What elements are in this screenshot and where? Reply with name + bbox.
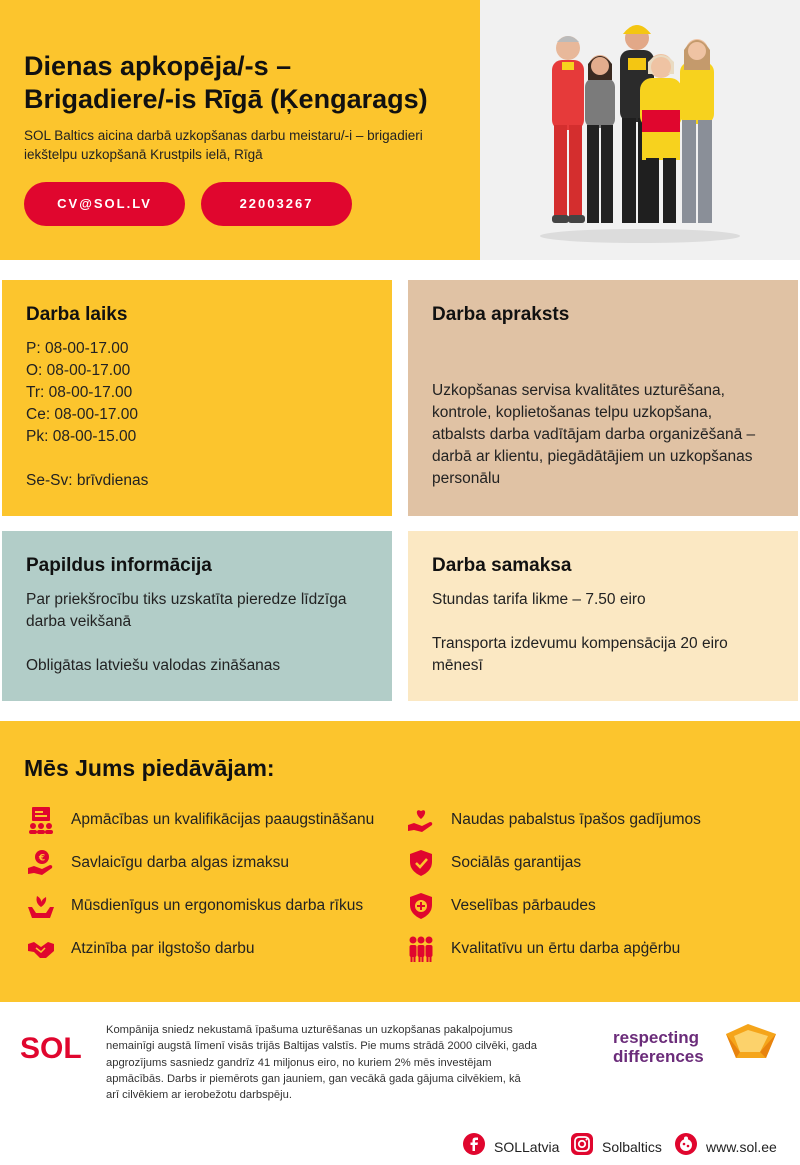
additional-info-box	[2, 531, 392, 701]
offer-label: Veselības pārbaudes	[451, 897, 596, 914]
social-facebook[interactable]	[462, 1132, 559, 1161]
subtitle-line-1: SOL Baltics aicina darbā uzkopšanas darbu meistaru/-i – brigadieri	[24, 128, 423, 143]
offer-item	[404, 846, 581, 880]
facebook-icon	[462, 1132, 486, 1161]
offer-item	[404, 932, 680, 966]
job-description-box	[408, 280, 798, 516]
team-photo	[480, 0, 800, 260]
heart-hand-icon	[404, 803, 438, 837]
hours-line: Tr: 08-00-17.00	[26, 384, 133, 401]
weekend-line: Se-Sv: brīvdienas	[26, 472, 149, 489]
plant-hand-icon	[24, 889, 58, 923]
info-line: Par priekšrocību tiks uzskatīta pieredze līdzīga	[26, 591, 347, 608]
working-hours-box	[2, 280, 392, 516]
respecting-differences-logo	[613, 1028, 704, 1066]
description-line: Uzkopšanas servisa kvalitātes uzturēšana,	[432, 382, 725, 399]
euro-hand-icon	[24, 846, 58, 880]
additional-info-title: Papildus informācija	[26, 555, 212, 576]
team-photo-illustration	[480, 0, 800, 260]
offer-label: Mūsdienīgus un ergonomiskus darba rīkus	[71, 897, 364, 914]
offer-item	[24, 803, 374, 837]
phone-button[interactable]: 22003267	[201, 182, 352, 226]
page-title	[24, 50, 456, 116]
header	[0, 0, 800, 260]
social-label: www.sol.ee	[706, 1138, 777, 1155]
transport-line: Transporta izdevumu kompensācija 20 eiro	[432, 635, 728, 652]
handshake-icon	[24, 932, 58, 966]
footer	[0, 1002, 800, 1165]
description-line: kontrole, koplietošanas telpu uzkopšana,	[432, 404, 713, 421]
salary-text	[432, 589, 774, 677]
transport-line: mēnesī	[432, 657, 483, 674]
description-line: Kompānija sniedz nekustamā īpašuma uzturēšanas un uzkopšanas pakalpojumus	[106, 1024, 513, 1036]
title-line-1: Dienas apkopēja/-s –	[24, 51, 292, 81]
offer-label: Savlaicīgu darba algas izmaksu	[71, 854, 289, 871]
offer-label: Atzinība par ilgstošo darbu	[71, 940, 255, 957]
training-icon	[24, 803, 58, 837]
team-icon	[404, 932, 438, 966]
social-instagram[interactable]	[570, 1132, 662, 1161]
instagram-icon	[570, 1132, 594, 1161]
subtitle	[24, 126, 456, 164]
offer-item	[404, 889, 596, 923]
job-description-text	[432, 380, 774, 490]
shield-plus-icon	[404, 889, 438, 923]
shield-check-icon	[404, 846, 438, 880]
description-line: apgrozījums sasniedz gandrīz 41 miljonus eiro, no kuriem 2% mēs investējam	[106, 1056, 492, 1069]
header-panel	[0, 0, 480, 260]
offer-label: Sociālās garantijas	[451, 854, 582, 871]
description-line: apmācībās. Darbs ir piemērots gan jauniem, gan vecākā gada gājuma cilvēkiem, kā	[106, 1072, 521, 1085]
contact-buttons	[24, 182, 456, 226]
offer-label: Kvalitatīvu un ērtu darba apģērbu	[451, 940, 681, 957]
language-note: Obligātas latviešu valodas zināšanas	[26, 657, 281, 674]
hours-line: Pk: 08-00-15.00	[26, 428, 137, 445]
working-hours-title: Darba laiks	[26, 304, 128, 325]
hours-line: P: 08-00-17.00	[26, 340, 129, 357]
job-description-title: Darba apraksts	[432, 304, 570, 325]
offer-item	[24, 932, 255, 966]
info-line: darba veikšanā	[26, 613, 132, 630]
hours-line: O: 08-00-17.00	[26, 362, 131, 379]
offer-item	[24, 889, 363, 923]
salary-box	[408, 531, 798, 701]
title-line-2: Brigadiere/-is Rīgā (Ķengarags)	[24, 84, 428, 114]
email-button[interactable]: CV@SOL.LV	[24, 182, 185, 226]
additional-info-text	[26, 589, 368, 677]
description-line: nemainīgi augstā līmenī visās trijās Baltijas valstīs. Pie mums strādā 2000 cilvēki, gada	[106, 1040, 537, 1053]
description-line: atbalsts darba vadītājam darba organizēšanā –	[432, 426, 756, 443]
social-website[interactable]	[674, 1132, 777, 1161]
subtitle-line-2: iekštelpu uzkopšanā Krustpils ielā, Rīgā	[24, 147, 263, 162]
social-label: Solbaltics	[602, 1138, 662, 1155]
hours-line: Ce: 08-00-17.00	[26, 406, 139, 423]
description-line: darbā ar klientu, piegādātājiem un uzkopšanas	[432, 448, 753, 465]
offer-section	[0, 721, 800, 1002]
social-label: SOLLatvia	[494, 1138, 560, 1155]
sol-logo	[20, 1032, 88, 1067]
offer-label: Naudas pabalstus īpašos gadījumos	[451, 811, 701, 828]
offer-item	[404, 803, 701, 837]
ladybug-icon	[674, 1132, 698, 1161]
sol-logo-text: SOL	[20, 1032, 82, 1062]
working-hours-list	[26, 338, 368, 492]
svg-text:€: €	[38, 853, 46, 864]
hourly-rate: Stundas tarifa likme – 7.50 eiro	[432, 591, 646, 608]
description-line: arī cilvēkiem ar ierobežotu darbspēju.	[106, 1089, 292, 1102]
company-description	[106, 1022, 576, 1103]
offer-item	[24, 846, 289, 880]
respecting-line-2: differences	[613, 1047, 704, 1066]
respecting-line-1: respecting	[613, 1028, 699, 1047]
respecting-differences-mark	[722, 1022, 780, 1067]
offer-label: Apmācības un kvalifikācijas paaugstināšanu	[71, 811, 375, 828]
description-line: personālu	[432, 470, 501, 487]
salary-title: Darba samaksa	[432, 555, 572, 576]
offer-title: Mēs Jums piedāvājam:	[24, 755, 275, 781]
